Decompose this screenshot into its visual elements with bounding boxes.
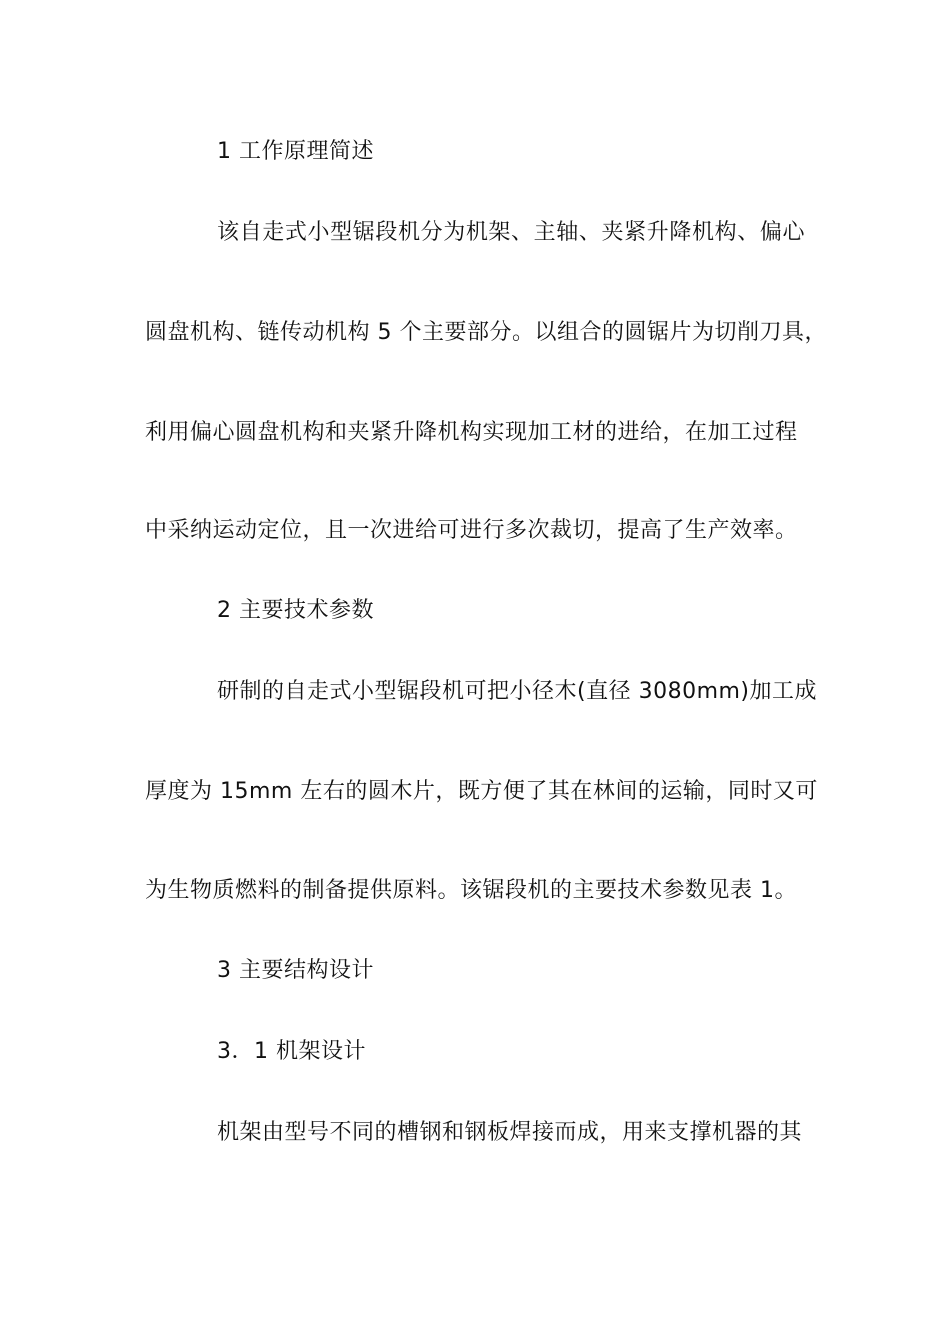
paragraph-2-line-3: 为生物质燃料的制备提供原料。该锯段机的主要技术参数见表 1。 [145, 878, 797, 903]
section-heading-1: 1 工作原理简述 [217, 139, 374, 164]
paragraph-1-line-4: 中采纳运动定位，且一次进给可进行多次裁切，提高了生产效率。 [145, 518, 798, 543]
section-heading-2: 2 主要技术参数 [217, 598, 374, 623]
paragraph-1-line-2: 圆盘机构、链传动机构 5 个主要部分。以组合的圆锯片为切削刀具， [145, 320, 827, 345]
paragraph-3-line-1: 机架由型号不同的槽钢和钢板焊接而成，用来支撑机器的其 [217, 1120, 803, 1145]
paragraph-1-line-3: 利用偏心圆盘机构和夹紧升降机构实现加工材的进给，在加工过程 [145, 420, 798, 445]
section-heading-3: 3 主要结构设计 [217, 958, 374, 983]
paragraph-2-line-1: 研制的自走式小型锯段机可把小径木(直径 3080mm)加工成 [217, 679, 818, 704]
subsection-heading-3-1: 3．1 机架设计 [217, 1039, 366, 1064]
paragraph-1-line-1: 该自走式小型锯段机分为机架、主轴、夹紧升降机构、偏心 [217, 220, 805, 245]
paragraph-2-line-2: 厚度为 15mm 左右的圆木片，既方便了其在林间的运输，同时又可 [145, 779, 818, 804]
